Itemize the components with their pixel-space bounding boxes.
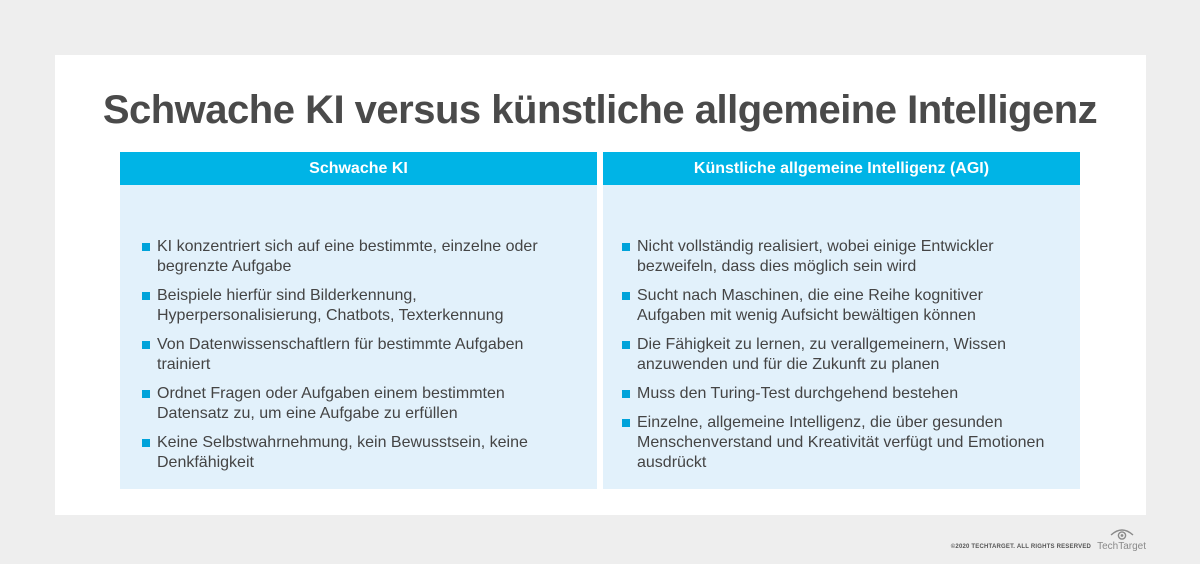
eye-icon: [1109, 527, 1135, 541]
bullet-icon: [622, 292, 630, 300]
copyright-text: ©2020 TECHTARGET. ALL RIGHTS RESERVED: [950, 544, 1092, 550]
bullet-icon: [142, 243, 150, 251]
list-item: Einzelne, allgemeine Intelligenz, die über gesunden Menschenverstand und Kreativität verfügt und Emotionen ausdrückt: [622, 413, 1050, 473]
list-item: Ordnet Fragen oder Aufgaben einem bestimmten Datensatz zu, um eine Aufgabe zu erfüllen: [142, 384, 567, 424]
column-agi: [603, 152, 1080, 489]
bullet-icon: [142, 341, 150, 349]
footer: [951, 527, 1146, 552]
list-item: Sucht nach Maschinen, die eine Reihe kognitiver Aufgaben mit wenig Aufsicht bewältigen können: [622, 286, 1050, 326]
list-item: Nicht vollständig realisiert, wobei einige Entwickler bezweifeln, dass dies möglich sein wird: [622, 237, 1050, 277]
bullet-icon: [622, 243, 630, 251]
list-item: Keine Selbstwahrnehmung, kein Bewusstsein, keine Denkfähigkeit: [142, 433, 567, 473]
page-title: Schwache KI versus künstliche allgemeine Intelligenz: [102, 88, 1098, 132]
bullet-icon: [622, 341, 630, 349]
bullet-icon: [142, 292, 150, 300]
column-weak-ai: [120, 152, 597, 489]
list-item: Von Datenwissenschaftlern für bestimmte Aufgaben trainiert: [142, 335, 567, 375]
bullet-icon: [142, 390, 150, 398]
techtarget-logo: [1097, 527, 1146, 552]
list-item: Beispiele hierfür sind Bilderkennung, Hyperpersonalisierung, Chatbots, Texterkennung: [142, 286, 567, 326]
bullet-icon: [622, 419, 630, 427]
list-item: Die Fähigkeit zu lernen, zu verallgemeinern, Wissen anzuwenden und für die Zukunft zu planen: [622, 335, 1050, 375]
list-item: KI konzentriert sich auf eine bestimmte, einzelne oder begrenzte Aufgabe: [142, 237, 567, 277]
logo-text: TechTarget: [1097, 541, 1146, 552]
list-item: Muss den Turing-Test durchgehend bestehen: [622, 384, 1050, 404]
agi-list: [603, 185, 1080, 473]
column-header-agi: Künstliche allgemeine Intelligenz (AGI): [603, 152, 1080, 185]
column-header-weak-ai: Schwache KI: [120, 152, 597, 185]
weak-ai-list: [120, 185, 597, 473]
bullet-icon: [622, 390, 630, 398]
bullet-icon: [142, 439, 150, 447]
